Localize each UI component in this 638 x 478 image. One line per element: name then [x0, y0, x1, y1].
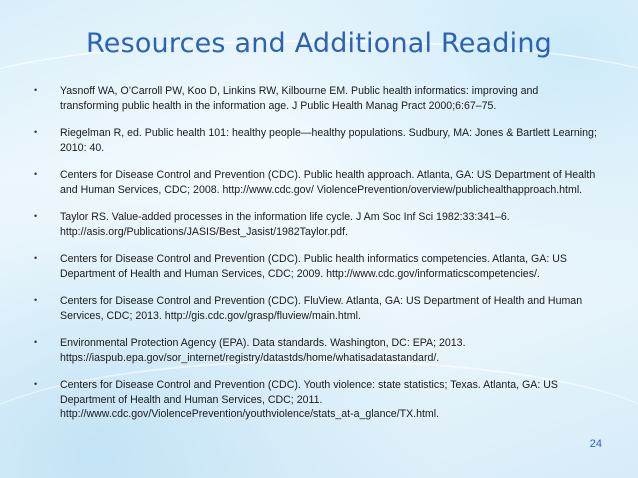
reference-item — [34, 210, 600, 239]
bullet-icon: • — [34, 127, 38, 137]
bullet-icon: • — [34, 211, 38, 221]
reference-item — [34, 378, 600, 422]
bullet-icon: • — [34, 85, 38, 95]
reference-text: Centers for Disease Control and Prevention (CDC). Public health informatics competencies. Atlanta, GA: US Department of Health and Human Services, CDC; 2009. http://www.cdc.gov/informaticscompetencies/. — [60, 253, 567, 280]
reference-item — [34, 252, 600, 281]
reference-text: Riegelman R, ed. Public health 101: healthy people—healthy populations. Sudbury, MA: Jones & Bartlett Learning; 2010: 40. — [60, 127, 597, 154]
page-number: 24 — [589, 438, 602, 450]
bullet-icon: • — [34, 253, 38, 263]
reference-list — [34, 84, 600, 435]
reference-text: Centers for Disease Control and Prevention (CDC). Youth violence: state statistics; Texas. Atlanta, GA: US Department of Health and Human Services, CDC; 2011. http://www.cdc.gov/ViolencePrevention/youthviolence/stats_at-a_glance/TX.html. — [60, 379, 558, 420]
reference-text: Centers for Disease Control and Prevention (CDC). FluView. Atlanta, GA: US Department of Health and Human Services, CDC; 2013. http://gis.cdc.gov/grasp/fluview/main.html. — [60, 295, 583, 322]
reference-item — [34, 336, 600, 365]
reference-item — [34, 168, 600, 197]
bullet-icon: • — [34, 169, 38, 179]
reference-item — [34, 84, 600, 113]
bullet-icon: • — [34, 295, 38, 305]
reference-text: Taylor RS. Value-added processes in the information life cycle. J Am Soc Inf Sci 1982:33:341–6. http://asis.org/Publications/JASIS/Best_Jasist/1982Taylor.pdf. — [60, 211, 510, 238]
reference-text: Environmental Protection Agency (EPA). Data standards. Washington, DC: EPA; 2013. https://iaspub.epa.gov/sor_internet/registry/datastds/home/whatisadatastandard/. — [60, 337, 466, 364]
slide-title: Resources and Additional Reading — [86, 28, 552, 59]
reference-item — [34, 294, 600, 323]
bullet-icon: • — [34, 379, 38, 389]
reference-item — [34, 126, 600, 155]
bullet-icon: • — [34, 337, 38, 347]
reference-text: Yasnoff WA, O’Carroll PW, Koo D, Linkins RW, Kilbourne EM. Public health informatics: improving and transforming public health in the information age. J Public Health Manag Pract 2000;6:67–75. — [60, 85, 539, 112]
reference-text: Centers for Disease Control and Prevention (CDC). Public health approach. Atlanta, GA: US Department of Health and Human Services, CDC; 2008. http://www.cdc.gov/ ViolencePrevention/overview/publichealthapproach.html. — [60, 169, 596, 196]
